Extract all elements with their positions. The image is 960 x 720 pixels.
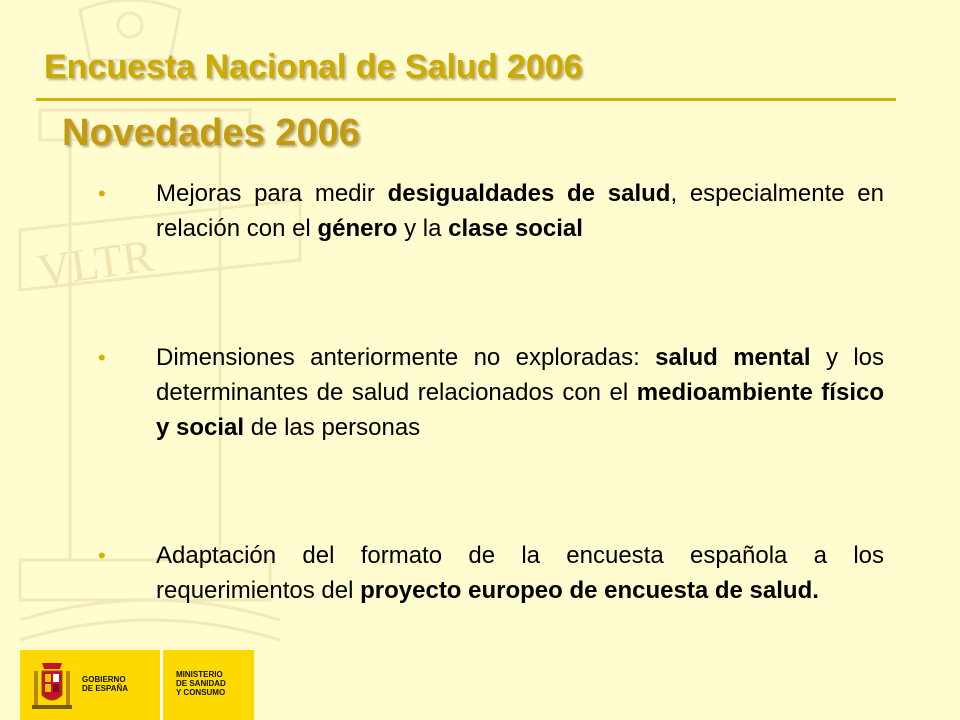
bullet-emphasis: clase social (448, 215, 583, 242)
bullet-run: , especialmente en relación con el (156, 180, 884, 242)
ministry-label: MINISTERIO DE SANIDAD Y CONSUMO (176, 670, 226, 697)
bullet-run: y los determinantes de salud relacionados con el (156, 344, 885, 406)
bullet-text (156, 538, 884, 608)
bullet-item (98, 538, 884, 608)
bullet-emphasis: salud mental (655, 344, 811, 371)
government-label: GOBIERNO DE ESPAÑA (82, 675, 129, 693)
bullet-item (98, 340, 885, 445)
header-title: Encuesta Nacional de Salud 2006 (44, 48, 583, 86)
svg-text:VLTR: VLTR (34, 229, 157, 297)
ministry-logo (20, 650, 254, 720)
bullet-marker: • (98, 181, 106, 206)
bullet-emphasis: género (317, 215, 398, 242)
bullet-emphasis: proyecto europeo de encuesta de salud. (360, 577, 819, 604)
bullet-marker: • (98, 543, 106, 568)
bullet-text (156, 176, 884, 246)
bullet-run: de las personas (244, 414, 421, 441)
bullet-run: y la (397, 215, 449, 242)
bullet-emphasis: medioambiente físico y social (156, 379, 884, 441)
bullet-item (98, 176, 884, 246)
bullet-emphasis: desigualdades de salud (387, 180, 671, 207)
bullet-run: Adaptación del formato de la encuesta española a los requerimientos del (156, 542, 884, 604)
bullet-run: Mejoras para medir (156, 180, 388, 207)
logo-divider (160, 650, 163, 720)
bullet-marker: • (98, 345, 106, 370)
coat-of-arms-icon (28, 657, 76, 713)
slide-title: Novedades 2006 (62, 112, 360, 154)
bullet-text (156, 340, 884, 445)
bullet-run: Dimensiones anteriormente no exploradas: (156, 344, 656, 371)
header-divider (36, 98, 896, 101)
